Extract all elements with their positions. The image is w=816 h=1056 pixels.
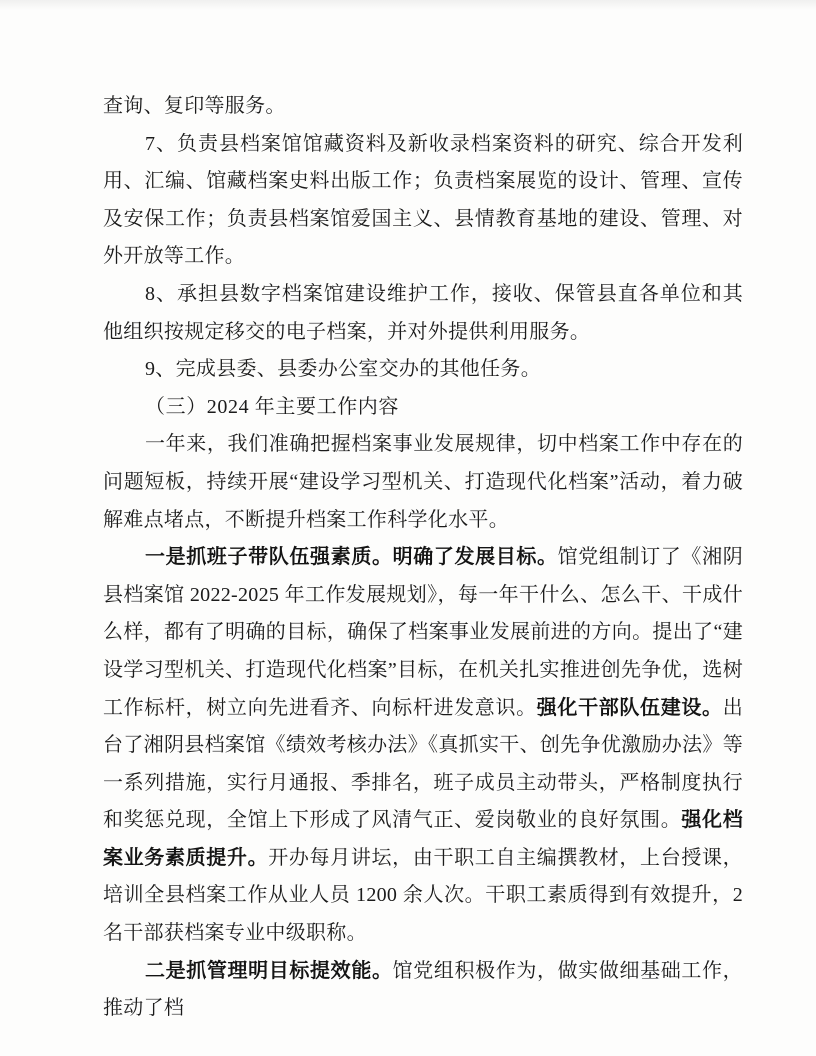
- text-run: 8、承担县数字档案馆建设维护工作，接收、保管县直各单位和其他组织按规定移交的电子档案，并对外提供利用服务。: [103, 282, 743, 343]
- paragraph: [103, 953, 743, 1028]
- text-run: 一年来，我们准确把握档案事业发展规律，切中档案工作中存在的问题短板，持续开展“建设学习型机关、打造现代化档案”活动，着力破解难点堵点，不断提升档案工作科学化水平。: [103, 433, 743, 531]
- bold-text-run: 强化干部队伍建设。: [536, 696, 723, 719]
- text-run: 9、完成县委、县委办公室交办的其他任务。: [145, 358, 541, 381]
- text-run: （三）2024 年主要工作内容: [145, 395, 399, 418]
- paragraph: [103, 88, 743, 126]
- document-body: [103, 88, 743, 1028]
- paragraph: [103, 351, 743, 389]
- bold-text-run: 二是抓管理明目标提效能。: [145, 959, 393, 982]
- text-run: 7、负责县档案馆馆藏资料及新收录档案资料的研究、综合开发利用、汇编、馆藏档案史料出版工作；负责档案展览的设计、管理、宣传及安保工作；负责县档案馆爱国主义、县情教育基地的建设、管理、对外开放等工作。: [103, 132, 743, 268]
- paragraph: [103, 539, 743, 953]
- text-run: 馆党组制订了《湘阴县档案馆 2022-2025 年工作发展规划》，每一年干什么、怎么干、干成什么样，都有了明确的目标，确保了档案事业发展前进的方向。提出了“建设学习型机关、打造现代化档案”目标，在机关扎实推进创先争优，选树工作标杆，树立向先进看齐、向标杆进发意识。: [103, 546, 743, 719]
- text-run: 查询、复印等服务。: [103, 95, 286, 117]
- text-run: 出台了湘阴县档案馆《绩效考核办法》《真抓实干、创先争优激励办法》等一系列措施，实行月通报、季排名，班子成员主动带头，严格制度执行和奖惩兑现，全馆上下形成了风清气正、爱岗敬业的良好氛围。: [103, 696, 743, 832]
- paragraph: [103, 276, 743, 351]
- bold-text-run: 一是抓班子带队伍强素质。明确了发展目标。: [145, 546, 558, 569]
- text-run: 馆党组积极作为，做实做细基础工作，推动了档: [103, 959, 743, 1020]
- section-heading: [103, 389, 743, 427]
- paragraph: [103, 126, 743, 276]
- bold-text-run: 强化档案业务素质提升。: [103, 809, 743, 869]
- paragraph: [103, 426, 743, 539]
- text-run: 开办每月讲坛，由干职工自主编撰教材，上台授课，培训全县档案工作从业人员 1200 余人次。干职工素质得到有效提升，2 名干部获档案专业中级职称。: [103, 846, 743, 945]
